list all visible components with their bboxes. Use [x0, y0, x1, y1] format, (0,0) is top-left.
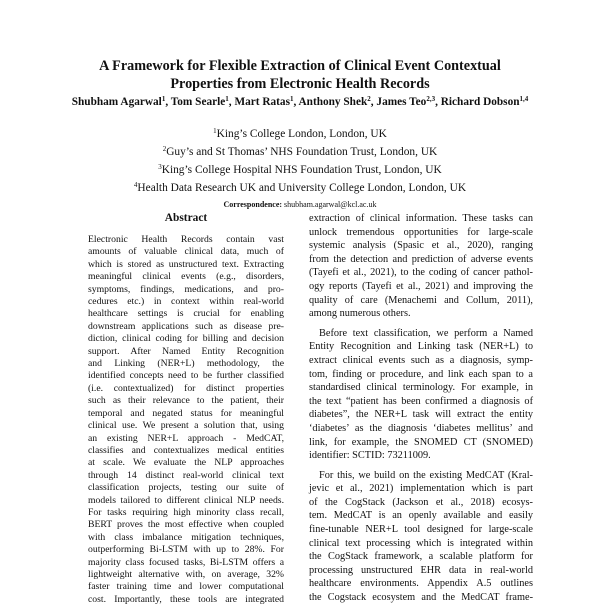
text-line: standardised clinical terminology. For example, in	[309, 382, 533, 394]
affiliation-line	[60, 124, 540, 142]
text-line: jevic et al., 2021) implementation which is part	[309, 483, 533, 495]
text-line: Electronic Health Records contain vast	[88, 234, 284, 245]
text-line: processing unstructured EHR data in real-world	[309, 564, 533, 576]
text-line: through 14 distinct real-world clinical text	[88, 469, 284, 481]
text-line: the CogStack framework, a scalable platform for	[309, 551, 533, 563]
abstract-column	[88, 212, 284, 606]
author-affiliation-mark: 1	[161, 95, 166, 103]
text-line: clinical use. We present a solution that, using	[88, 420, 284, 432]
author-name: Anthony Shek	[298, 96, 368, 108]
body-paragraph-1	[309, 212, 533, 321]
text-line: symptoms, findings, medications, and pro-	[88, 283, 284, 295]
title-line-1: A Framework for Flexible Extraction of Clinical Event Contextual	[99, 58, 501, 74]
text-line: For this, we build on the existing MedCAT (Kral-	[319, 469, 533, 481]
text-line: healthcare environments. Appendix A.5 outlines	[309, 578, 533, 590]
text-line: tom, finding or procedure, and link each span to a	[309, 368, 533, 380]
author-affiliation-mark: 2	[367, 95, 371, 103]
affiliation-text: King’s College Hospital NHS Foundation Trust, London, UK	[161, 164, 442, 176]
text-line: identified concepts need to be further classified	[88, 370, 284, 382]
text-line: tem. MedCAT is an openly available and easily	[309, 510, 533, 522]
body-paragraph-3	[309, 469, 533, 605]
text-line: BERT proves the most effective when coupled	[88, 519, 284, 531]
text-line: (Tayefi et al., 2021), to the coding of cancer pathol-	[309, 267, 533, 279]
correspondence	[60, 197, 540, 212]
text-line: classification projects, testing our suite of	[88, 482, 284, 494]
paper-title	[40, 57, 560, 93]
text-line: at scale. We evaluate the NLP approaches	[88, 457, 284, 469]
text-line: and Linking (NER+L) methodology, the	[88, 358, 284, 370]
text-line: clinical text processing which is integrated within	[309, 537, 533, 549]
text-line: majority class focused tasks, Bi-LSTM offers a	[88, 556, 284, 568]
text-line: outperforming Bi-LSTM with up to 28%. For	[88, 544, 284, 556]
author-name: James Teo	[376, 96, 427, 108]
text-line: (i.e. contextualized) for distinct properties	[88, 382, 284, 394]
text-line: extract clinical events such as a diagnosis, symp-	[309, 354, 533, 366]
affiliation-text: Guy’s and St Thomas’ NHS Foundation Trust, London, UK	[166, 146, 438, 158]
author-separator: ,	[370, 96, 377, 108]
author-separator: ,	[435, 96, 441, 108]
author-name: Richard Dobson	[440, 96, 520, 108]
text-line: link, for example, the SNOMED CT (SNOMED)	[309, 436, 533, 448]
text-line: healthcare settings is crucial for enabling	[88, 308, 284, 320]
text-line: which is stored as unstructured text. Extracting	[88, 258, 284, 270]
correspondence-email[interactable]: shubham.agarwal@kcl.ac.uk	[284, 200, 377, 209]
text-line: meaningful clinical events (e.g., disorders,	[88, 271, 284, 283]
text-line: lightweight alternative with, on average, 32%	[88, 568, 284, 580]
text-line: the text “patient has been confirmed a diagnosis of	[309, 395, 533, 407]
text-line: diabetes”, the NER+L task will extract the entity	[309, 409, 533, 421]
text-line: temporal and negated status for meaningful	[88, 407, 284, 419]
author-affiliation-mark: 1	[225, 95, 229, 103]
text-line: systemic analysis (Spasic et al., 2020), ranging	[309, 240, 533, 252]
text-line: the Cogstack ecosystem and the MedCAT frame-	[309, 592, 533, 604]
text-line: from the detection and prediction of adverse events	[309, 253, 533, 265]
affiliation-line	[60, 160, 540, 178]
text-line: ogy reports (Tayefi et al., 2021) and improving the	[309, 280, 533, 292]
text-line: models tailored to different clinical NLP needs.	[88, 494, 284, 506]
text-line: extraction of clinical information. These tasks can	[309, 213, 533, 224]
text-line: cedures etc.) in context within real-world	[88, 296, 284, 308]
affiliation-line	[60, 178, 540, 196]
text-line: downstream applications such as disease pre-	[88, 320, 284, 332]
text-line: Entity Recognition and Linking task (NER+L) to	[309, 341, 533, 353]
affiliation-mark: 4	[133, 181, 138, 189]
text-line: Before text classification, we perform a Named	[319, 327, 533, 339]
author-separator: ,	[228, 96, 235, 108]
text-line: For tasks requiring high minority class recall,	[88, 506, 284, 518]
body-column	[309, 212, 533, 605]
text-line: cost. Importantly, these tools are integrated	[88, 593, 284, 605]
author-name: Shubham Agarwal	[71, 96, 162, 108]
affiliation-mark: 2	[162, 145, 167, 153]
text-line: an existing NER+L approach - MedCAT,	[88, 432, 284, 444]
text-line: support. After Named Entity Recognition	[88, 345, 284, 357]
author-affiliation-mark: 1	[289, 95, 294, 103]
text-line: diction, clinical coding for billing and decision	[88, 333, 284, 345]
affiliation-text: Health Data Research UK and University College London, London, UK	[137, 182, 467, 194]
text-line: with class imbalance mitigation techniques,	[88, 531, 284, 543]
correspondence-label: Correspondence:	[223, 200, 283, 209]
author-list	[20, 95, 580, 108]
text-line: identifier: SCTID: 73211009.	[309, 450, 431, 462]
abstract-heading: Abstract	[164, 212, 208, 224]
author-name: Tom Searle	[170, 96, 226, 108]
author-affiliation-mark: 1,4	[519, 95, 529, 103]
title-line-2: Properties from Electronic Health Records	[170, 76, 430, 92]
affiliation-text: King’s College London, London, UK	[216, 128, 387, 140]
text-line: faster training time and lower computational	[88, 581, 284, 593]
text-line: unlock tremendous opportunities for large-scale	[309, 226, 533, 238]
author-separator: ,	[293, 96, 299, 108]
text-line: of the CogStack (Jackson et al., 2018) ecosys-	[309, 496, 533, 508]
author-separator: ,	[165, 96, 171, 108]
author-name: Mart Ratas	[234, 96, 290, 108]
text-line: amounts of valuable clinical data, much of	[88, 246, 284, 258]
text-line: fine-tunable NER+L tool designed for large-scale	[309, 524, 533, 536]
text-line: ‘diabetes’ as the diagnosis ‘diabetes mellitus’ and	[309, 422, 533, 434]
affiliations	[60, 124, 540, 212]
body-paragraph-2	[309, 327, 533, 463]
affiliation-mark: 1	[213, 127, 217, 135]
abstract-body	[88, 234, 284, 606]
text-line: such as their relevance to the patient, their	[88, 395, 284, 407]
author-affiliation-mark: 2,3	[426, 95, 436, 103]
text-line: classifies and contextualizes medical entities	[88, 444, 284, 456]
affiliation-line	[60, 142, 540, 160]
affiliation-mark: 3	[158, 163, 162, 171]
text-line: among numerous others.	[309, 308, 411, 320]
text-line: quality of care (Menachemi and Collum, 2011),	[309, 294, 533, 306]
